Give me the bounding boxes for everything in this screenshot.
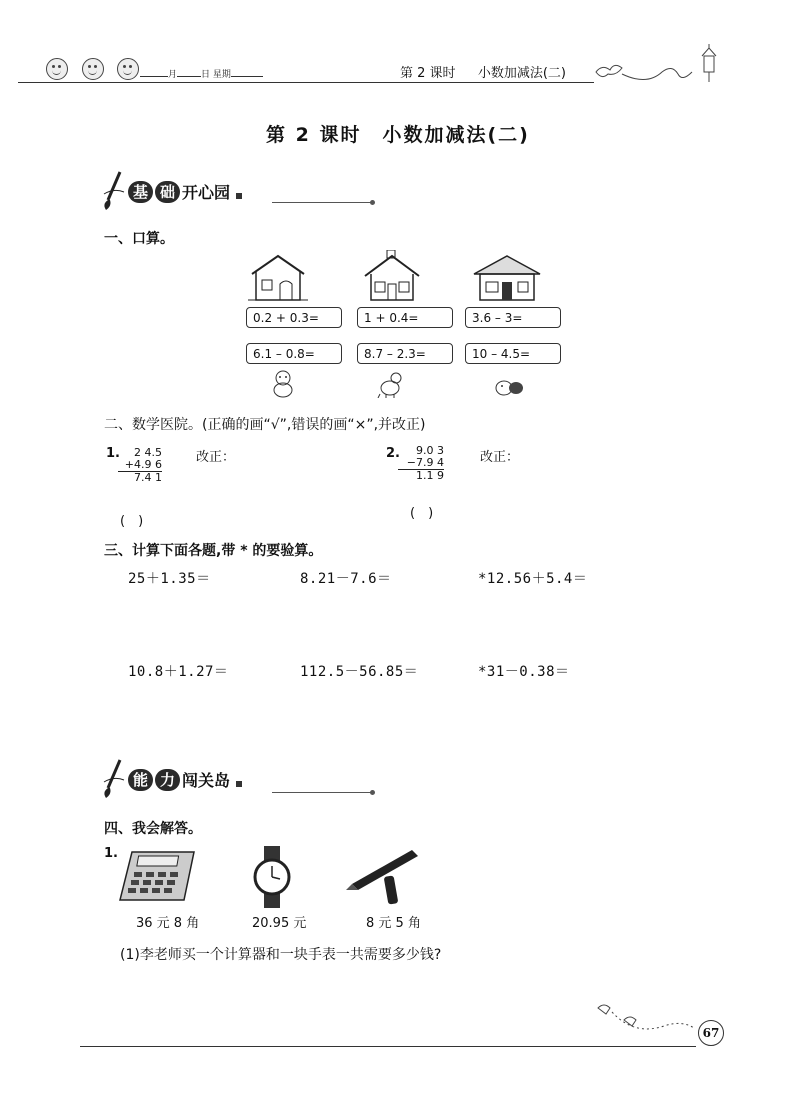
page-number: 67	[698, 1020, 724, 1046]
banner-text: 开心园	[182, 183, 231, 202]
q2-p1-vertical-calc	[118, 447, 162, 484]
oral-calc-box-1: 0.2 + 0.3=	[246, 307, 342, 328]
month-label: 月	[168, 70, 178, 80]
smiley-face-icon-1	[46, 58, 68, 80]
banner2-text: 闯关岛	[182, 771, 231, 790]
q2-p2-mid: −7.9 4	[398, 457, 444, 470]
q2-p1-result: 7.4 1	[134, 471, 162, 484]
q4-label: 四、我会解答。	[104, 821, 202, 837]
oral-calc-box-5: 8.7 – 2.3=	[357, 343, 453, 364]
house-icon-2	[363, 250, 421, 302]
oral-calc-box-6: 10 – 4.5=	[465, 343, 561, 364]
banner-dot	[370, 200, 375, 205]
oral-calc-box-4: 6.1 – 0.8=	[246, 343, 342, 364]
q2-p1-fix-label: 改正：	[196, 450, 236, 465]
house-icon-1	[248, 252, 308, 302]
section-banner-basic	[128, 180, 242, 203]
q2-p2-number: 2.	[386, 446, 400, 461]
q2-label: 二、数学医院。(正确的画“√”,错误的画“×”,并改正)	[104, 417, 426, 433]
banner2-pill-1: 能	[128, 769, 153, 791]
banner2-pill-2: 力	[155, 769, 180, 791]
q3-item-3: *12.56＋5.4＝	[478, 571, 588, 587]
house-icon-3	[472, 252, 542, 302]
q2-p1-number: 1.	[106, 446, 120, 461]
header-lesson: 第 2 课时	[400, 66, 456, 81]
q2-p2-result: 1.1 9	[416, 469, 444, 482]
banner-pill-2: 础	[155, 181, 180, 203]
animal-icon-1	[270, 368, 296, 398]
oral-calc-box-3: 3.6 – 3=	[465, 307, 561, 328]
q2-p2-answer-paren: ( )	[410, 506, 434, 521]
q3-item-2: 8.21－7.6＝	[300, 571, 392, 587]
smiley-face-icon-3	[117, 58, 139, 80]
banner-pill-1: 基	[128, 181, 153, 203]
animal-icon-3	[494, 374, 524, 398]
paintbrush-icon-2	[100, 758, 126, 798]
q3-label: 三、计算下面各题,带 * 的要验算。	[104, 543, 323, 559]
day-label: 日	[201, 70, 211, 80]
price-watch: 20.95 元	[252, 916, 307, 931]
oral-calc-box-2: 1 + 0.4=	[357, 307, 453, 328]
calculator-icon	[118, 848, 198, 904]
date-fields	[140, 66, 263, 80]
paintbrush-icon	[100, 170, 126, 210]
price-calculator: 36 元 8 角	[136, 916, 200, 931]
header-rule	[18, 82, 594, 83]
q2-p1-mid: +4.9 6	[118, 459, 162, 472]
footer-rule	[80, 1046, 696, 1047]
page-title: 第 2 课时 小数加减法(二)	[266, 124, 530, 146]
weekday-label: 星期	[212, 70, 231, 80]
q4-number: 1.	[104, 846, 118, 861]
header-lesson-info	[400, 62, 566, 81]
header-topic: 小数加减法(二)	[477, 66, 566, 81]
banner2-dot	[370, 790, 375, 795]
price-pen: 8 元 5 角	[366, 916, 421, 931]
smiley-face-icon-2	[82, 58, 104, 80]
q2-p1-answer-paren: ( )	[120, 514, 144, 529]
q2-p1-top: 2 4.5	[134, 446, 162, 459]
banner2-rule	[272, 792, 372, 793]
q3-item-1: 25＋1.35＝	[128, 571, 211, 587]
butterfly-vine-decoration-icon	[592, 42, 742, 86]
wristwatch-icon	[252, 846, 292, 908]
q4-sub1: (1)李老师买一个计算器和一块手表一共需要多少钱?	[120, 947, 442, 963]
q2-p2-vertical-calc	[398, 445, 444, 482]
q2-p2-top: 9.0 3	[416, 444, 444, 457]
q1-label: 一、口算。	[104, 231, 174, 247]
q3-item-6: *31－0.38＝	[478, 664, 570, 680]
q3-item-5: 112.5－56.85＝	[300, 664, 419, 680]
footer-bird-vine-icon	[594, 1000, 698, 1036]
q2-p2-fix-label: 改正：	[480, 450, 520, 465]
animal-icon-2	[376, 370, 404, 398]
banner-rule	[272, 202, 372, 203]
fountain-pen-icon	[346, 844, 422, 906]
section-banner-ability	[128, 768, 242, 791]
q3-item-4: 10.8＋1.27＝	[128, 664, 229, 680]
